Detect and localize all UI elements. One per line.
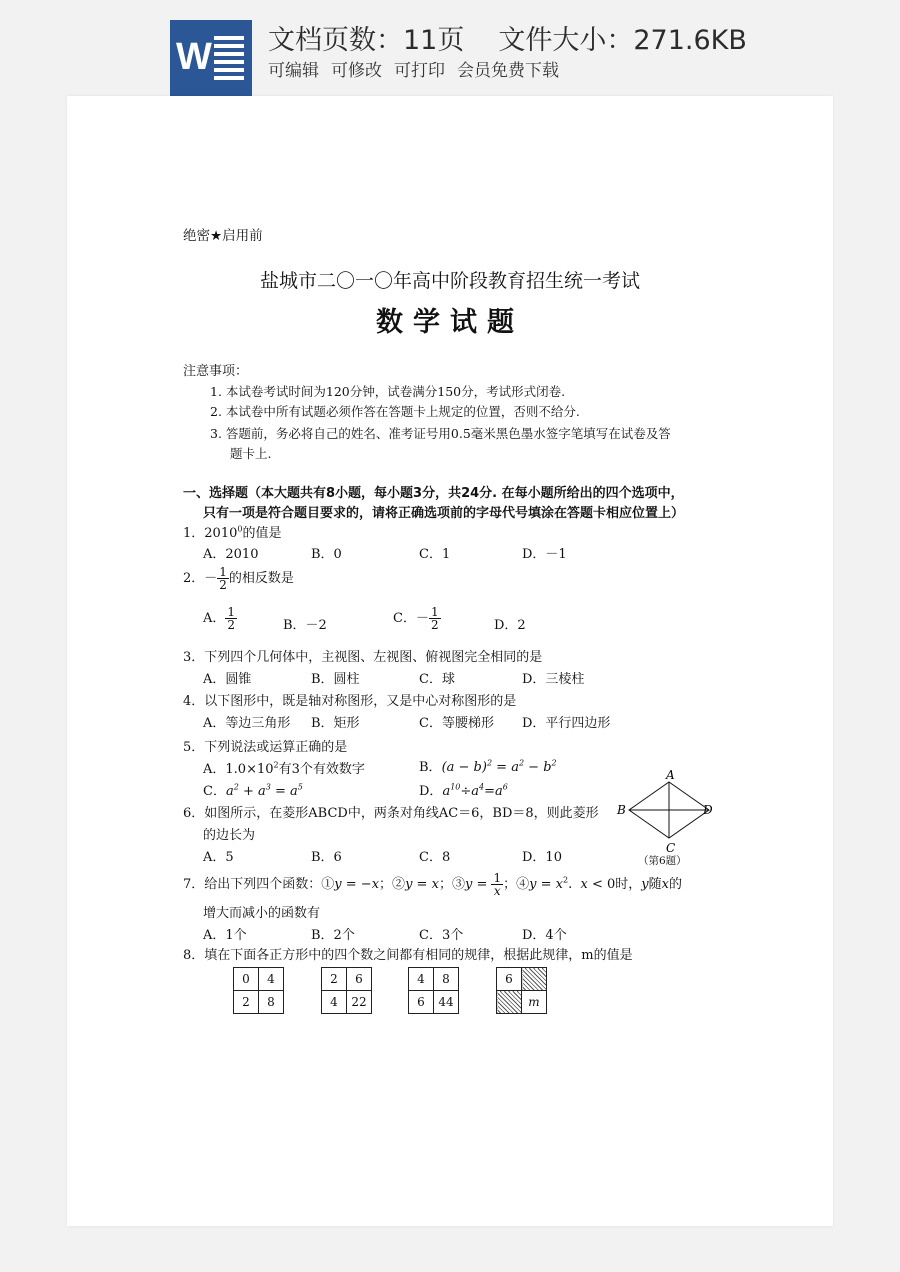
vertex-b-label: B (617, 803, 626, 817)
section-heading: 一、选择题（本大题共有8小题，每小题3分，共24分. 在每小题所给出的四个选项中， (183, 486, 684, 501)
q6-option-d: D．10 (522, 850, 562, 865)
question-4: 4．以下图形中，既是轴对称图形，又是中心对称图形的是 (183, 694, 517, 709)
q7-option-a: A．1个 (203, 928, 247, 943)
q3-option-c: C．球 (419, 672, 455, 687)
q4-option-d: D．平行四边形 (522, 716, 611, 731)
page-count: 文档页数：11页 (268, 25, 465, 56)
question-1: 1．2010$^0$的值是 (183, 524, 282, 541)
file-size: 文件大小：271.6KB (498, 25, 747, 56)
vertex-c-label: C (666, 841, 676, 855)
q7-option-b: B．2个 (311, 928, 355, 943)
feature-printable: 可打印 (394, 61, 445, 81)
q3-option-d: D．三棱柱 (522, 672, 585, 687)
exam-title: 盐城市二〇一〇年高中阶段教育招生统一考试 (259, 270, 640, 292)
word-document-icon: W (170, 20, 252, 96)
notice-3-cont: 题卡上. (230, 446, 272, 461)
q1-option-a: A．2010 (203, 547, 259, 562)
question-3: 3．下列四个几何体中，主视图、左视图、俯视图完全相同的是 (183, 650, 543, 665)
secret-label: 绝密★启用前 (183, 228, 263, 244)
number-grid-3: 4 8 6 44 (408, 967, 459, 1014)
number-grid-2: 2 6 4 22 (321, 967, 372, 1014)
figure-caption: （第6题） (638, 855, 687, 867)
q4-option-b: B．矩形 (311, 716, 360, 731)
notice-3: 3. 答题前，务必将自己的姓名、准考证号用0.5毫米黑色墨水签字笔填写在试卷及答 (210, 426, 671, 441)
q7-option-c: C．3个 (419, 928, 464, 943)
q2-option-d: D．2 (494, 618, 526, 633)
q5-option-c: C．$a^2 + a^3 = a^5$ (203, 782, 303, 799)
q1-option-c: C．1 (419, 547, 451, 562)
banner-features (268, 56, 571, 81)
question-7-cont: 增大而减小的函数有 (203, 906, 321, 921)
q3-option-b: B．圆柱 (311, 672, 360, 687)
number-grid-1: 0 4 2 8 (233, 967, 284, 1014)
question-5: 5．下列说法或运算正确的是 (183, 740, 348, 755)
q2-option-b: B．－2 (283, 618, 327, 633)
feature-editable: 可编辑 (268, 61, 319, 81)
q7-option-d: D．4个 (522, 928, 567, 943)
rhombus-figure (614, 768, 714, 860)
q1-option-d: D．－1 (522, 547, 567, 562)
banner-title (268, 18, 747, 57)
section-heading-cont: 只有一项是符合题目要求的，请将正确选项前的字母代号填涂在答题卡相应位置上） (203, 506, 685, 521)
number-grid-4: 6 m (496, 967, 547, 1014)
q4-option-a: A．等边三角形 (203, 716, 291, 731)
q5-option-d: D．$a^{10}\div a^4=a^6$ (419, 782, 508, 799)
question-7: 7．给出下列四个函数：①y = −x；②y = x；③y = $\frac{1}{x}$ ；④y = $x^2$. x < 0时，y随x的 (183, 871, 683, 898)
notice-2: 2. 本试卷中所有试题必须作答在答题卡上规定的位置，否则不给分. (210, 404, 580, 419)
question-6-cont: 的边长为 (203, 828, 256, 843)
q5-option-b: B．$(a - b)^2 = a^2 - b^2$ (419, 758, 557, 775)
feature-member-download: 会员免费下载 (457, 61, 559, 81)
vertex-d-label: D (703, 803, 713, 817)
q6-option-b: B．6 (311, 850, 342, 865)
vertex-a-label: A (666, 768, 675, 782)
q2-option-a: A． $\frac{1}{2}$ (203, 605, 236, 632)
q6-option-c: C．8 (419, 850, 451, 865)
question-8: 8．填在下面各正方形中的四个数之间都有相同的规律，根据此规律，m的值是 (183, 948, 633, 963)
q1-option-b: B．0 (311, 547, 342, 562)
q4-option-c: C．等腰梯形 (419, 716, 494, 731)
subject-title: 数学试题 (376, 307, 524, 338)
notice-heading: 注意事项： (183, 364, 249, 379)
download-banner (0, 0, 900, 96)
document-page (67, 96, 833, 1226)
q3-option-a: A．圆锥 (203, 672, 252, 687)
q2-option-c: C．－ $\frac{1}{2}$ (393, 605, 439, 632)
q5-option-a: A．$1.0\times 10^2$有3个有效数字 (203, 760, 365, 777)
q6-option-a: A．5 (203, 850, 234, 865)
question-6: 6．如图所示，在菱形ABCD中，两条对角线AC＝6，BD＝8，则此菱形 (183, 806, 599, 821)
question-2: 2．－ $\frac{1}{2}$ 的相反数是 (183, 565, 294, 592)
notice-1: 1. 本试卷考试时间为120分钟，试卷满分150分，考试形式闭卷. (210, 384, 566, 399)
feature-modifiable: 可修改 (331, 61, 382, 81)
